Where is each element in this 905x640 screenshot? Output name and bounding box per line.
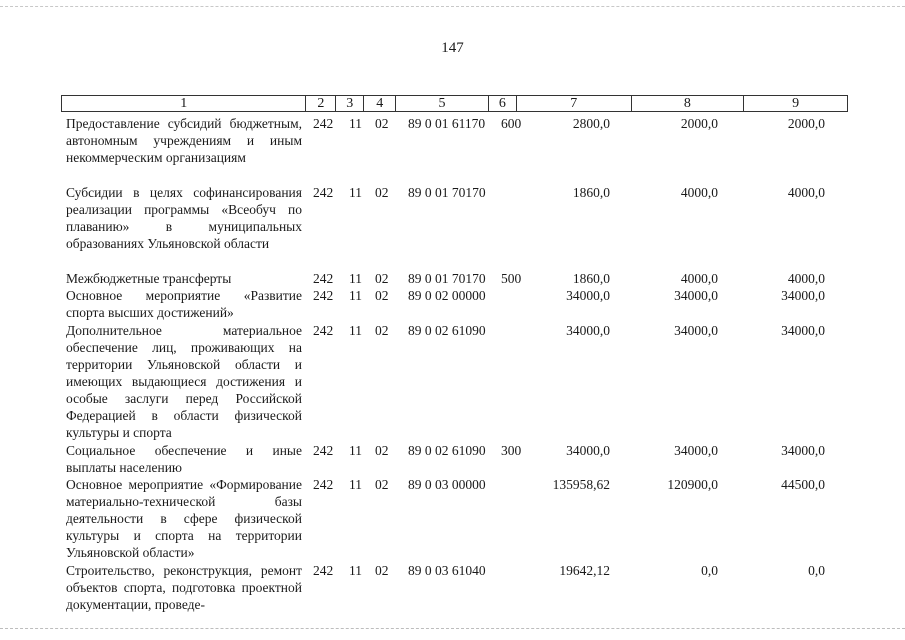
row-col-9: 34000,0 bbox=[781, 323, 825, 338]
row-col-7: 34000,0 bbox=[566, 323, 610, 338]
row-col-7: 34000,0 bbox=[566, 288, 610, 303]
column-header-6: 6 bbox=[489, 96, 517, 111]
row-col-8: 2000,0 bbox=[680, 116, 718, 131]
row-col-7: 1860,0 bbox=[572, 185, 610, 200]
column-header-3: 3 bbox=[336, 96, 364, 111]
row-col-3: 11 bbox=[349, 288, 362, 303]
row-description: Строительство, реконструкция, ремонт объектов спорта, подготовка проектной документации, проведе- bbox=[66, 563, 302, 612]
row-col-2: 242 bbox=[313, 563, 334, 578]
row-col-9: 4000,0 bbox=[787, 185, 825, 200]
column-header-8: 8 bbox=[632, 96, 745, 111]
row-col-8: 0,0 bbox=[701, 563, 718, 578]
row-description: Основное мероприятие «Формирование материально-технической базы деятельности в сфере физической культуры и спорта на территории Ульяновской области» bbox=[66, 477, 302, 560]
column-header-4: 4 bbox=[364, 96, 396, 111]
row-description: Социальное обеспечение и иные выплаты населению bbox=[66, 443, 302, 475]
row-col-5: 89 0 02 61090 bbox=[408, 323, 486, 338]
row-description: Предоставление субсидий бюджетным, автономным учреждениям и иным некоммерческим организациям bbox=[66, 116, 302, 165]
row-description: Субсидии в целях софинансирования реализации программы «Всеобуч по плаванию» в муниципальных образованиях Ульяновской области bbox=[66, 185, 302, 251]
column-header-7: 7 bbox=[517, 96, 632, 111]
row-col-5: 89 0 02 61090 bbox=[408, 443, 486, 458]
row-description: Основное мероприятие «Развитие спорта высших достижений» bbox=[66, 288, 302, 320]
row-col-2: 242 bbox=[313, 477, 334, 492]
row-col-5: 89 0 01 70170 bbox=[408, 185, 486, 200]
row-col-8: 4000,0 bbox=[680, 185, 718, 200]
row-col-4: 02 bbox=[375, 323, 389, 338]
row-col-9: 2000,0 bbox=[787, 116, 825, 131]
page-number: 147 bbox=[441, 40, 464, 56]
row-col-3: 11 bbox=[349, 271, 362, 286]
row-col-7: 19642,12 bbox=[559, 563, 610, 578]
row-col-3: 11 bbox=[349, 116, 362, 131]
row-col-4: 02 bbox=[375, 185, 389, 200]
row-description: Межбюджетные трансферты bbox=[66, 271, 232, 286]
row-col-3: 11 bbox=[349, 563, 362, 578]
row-col-7: 135958,62 bbox=[552, 477, 610, 492]
row-col-4: 02 bbox=[375, 443, 389, 458]
row-col-9: 4000,0 bbox=[787, 271, 825, 286]
row-col-9: 0,0 bbox=[808, 563, 825, 578]
row-col-5: 89 0 01 70170 bbox=[408, 271, 486, 286]
row-col-4: 02 bbox=[375, 116, 389, 131]
scan-edge-top bbox=[0, 6, 905, 7]
row-col-8: 34000,0 bbox=[674, 323, 718, 338]
row-col-2: 242 bbox=[313, 116, 334, 131]
table-header bbox=[61, 95, 848, 112]
row-col-2: 242 bbox=[313, 443, 334, 458]
row-col-8: 34000,0 bbox=[674, 288, 718, 303]
row-col-3: 11 bbox=[349, 477, 362, 492]
row-col-4: 02 bbox=[375, 288, 389, 303]
row-col-4: 02 bbox=[375, 477, 389, 492]
column-header-9: 9 bbox=[792, 96, 800, 111]
row-col-8: 4000,0 bbox=[680, 271, 718, 286]
row-col-5: 89 0 02 00000 bbox=[408, 288, 486, 303]
row-col-4: 02 bbox=[375, 563, 389, 578]
row-col-6: 600 bbox=[501, 116, 522, 131]
column-header-2: 2 bbox=[306, 96, 336, 111]
row-col-6: 300 bbox=[501, 443, 522, 458]
row-col-3: 11 bbox=[349, 323, 362, 338]
row-col-2: 242 bbox=[313, 288, 334, 303]
row-col-2: 242 bbox=[313, 185, 334, 200]
row-col-7: 34000,0 bbox=[566, 443, 610, 458]
row-col-2: 242 bbox=[313, 323, 334, 338]
row-col-5: 89 0 03 61040 bbox=[408, 563, 486, 578]
row-col-3: 11 bbox=[349, 443, 362, 458]
column-header-1: 1 bbox=[62, 96, 306, 111]
row-col-9: 34000,0 bbox=[781, 288, 825, 303]
row-col-5: 89 0 01 61170 bbox=[408, 116, 486, 131]
row-col-8: 34000,0 bbox=[674, 443, 718, 458]
row-col-8: 120900,0 bbox=[667, 477, 718, 492]
scan-edge-bottom bbox=[0, 628, 905, 629]
row-col-3: 11 bbox=[349, 185, 362, 200]
row-col-9: 34000,0 bbox=[781, 443, 825, 458]
row-col-7: 1860,0 bbox=[572, 271, 610, 286]
row-description: Дополнительное материальное обеспечение лиц, проживающих на территории Ульяновской области и имеющих выдающиеся достижения и особые заслуги перед Российской Федерацией в области физической культуры и спорта bbox=[66, 323, 302, 440]
column-header-5: 5 bbox=[396, 96, 489, 111]
row-col-9: 44500,0 bbox=[781, 477, 825, 492]
row-col-4: 02 bbox=[375, 271, 389, 286]
row-col-5: 89 0 03 00000 bbox=[408, 477, 486, 492]
row-col-7: 2800,0 bbox=[572, 116, 610, 131]
row-col-2: 242 bbox=[313, 271, 334, 286]
row-col-6: 500 bbox=[501, 271, 522, 286]
